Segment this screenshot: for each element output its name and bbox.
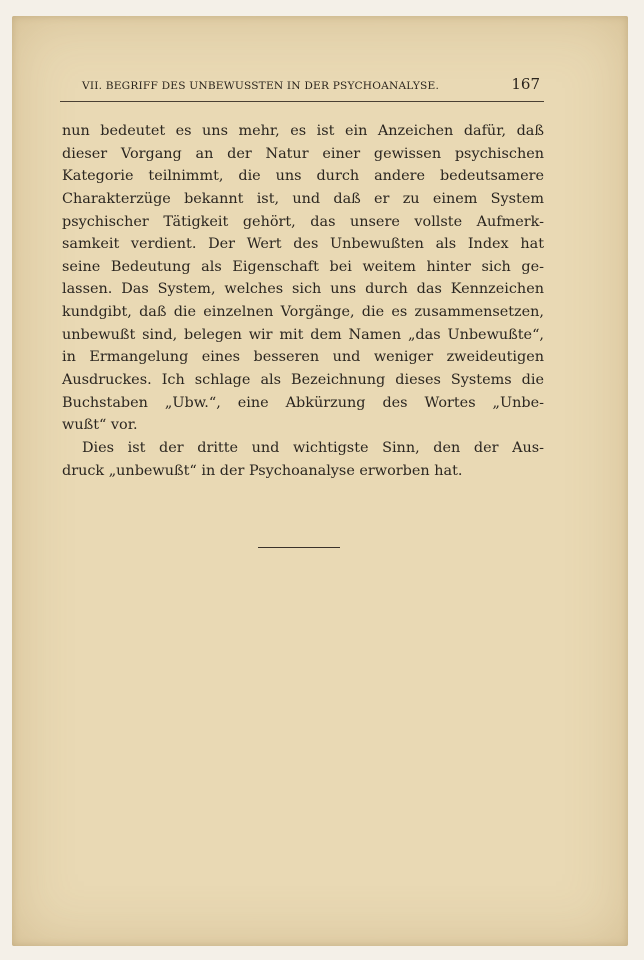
text-line: dieser Vorgang an der Natur einer gewissen psychischen <box>62 145 544 162</box>
text-line: samkeit verdient. Der Wert des Unbewußten als Index hat <box>62 236 544 253</box>
text-line: druck „unbewußt“ in der Psychoanalyse erworben hat. <box>62 462 463 479</box>
text-line: Dies ist der dritte und wichtigste Sinn, den der Aus- <box>82 439 544 456</box>
text-line: psychischer Tätigkeit gehört, das unsere vollste Aufmerk- <box>62 213 544 230</box>
page-number: 167 <box>511 75 540 93</box>
text-line: Buchstaben „Ubw.“, eine Abkürzung des Wortes „Unbe- <box>62 394 544 411</box>
chapter-title: VII. BEGRIFF DES UNBEWUSSTEN IN DER PSYCHOANALYSE. <box>82 80 440 92</box>
text-line: lassen. Das System, welches sich uns durch das Kennzeichen <box>62 281 544 298</box>
running-header <box>60 64 544 104</box>
text-line: Charakterzüge bekannt ist, und daß er zu einem System <box>62 190 544 207</box>
header-rule <box>60 101 544 102</box>
body-text <box>62 120 544 482</box>
text-line: in Ermangelung eines besseren und weniger zweideutigen <box>62 349 544 366</box>
text-line: Kategorie teilnimmt, die uns durch andere bedeutsamere <box>62 168 544 185</box>
text-line: nun bedeutet es uns mehr, es ist ein Anzeichen dafür, daß <box>62 123 544 139</box>
text-line: kundgibt, daß die einzelnen Vorgänge, die es zusammensetzen, <box>62 304 544 321</box>
text-line: unbewußt sind, belegen wir mit dem Namen „das Unbewußte“, <box>62 326 544 343</box>
section-end-rule <box>258 547 340 548</box>
text-line: wußt“ vor. <box>62 417 138 434</box>
text-line: Ausdruckes. Ich schlage als Bezeichnung dieses Systems die <box>62 372 544 389</box>
text-line: seine Bedeutung als Eigenschaft bei weitem hinter sich ge- <box>62 258 544 275</box>
